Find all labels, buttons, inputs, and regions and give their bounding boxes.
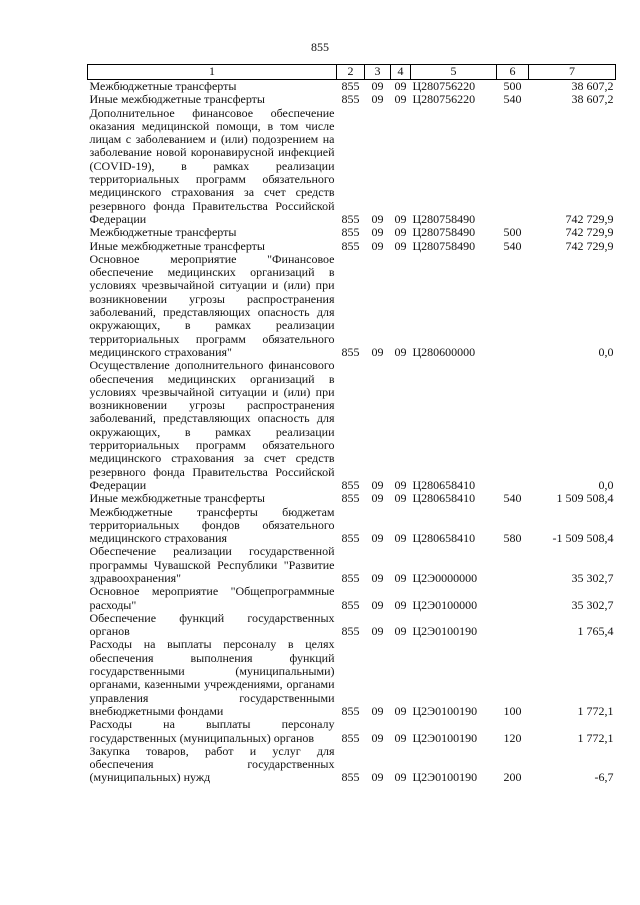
target-article: Ц280658410	[412, 531, 476, 546]
table-row	[88, 492, 616, 505]
item-name: Межбюджетные трансферты бюджетам территориальных фондов обязательного медицинского страхования	[89, 504, 335, 546]
target-article: Ц2Э0100190	[412, 770, 478, 785]
item-name: Закупка товаров, работ и услуг для обеспечения государственных (муниципальных) нужд	[89, 743, 335, 785]
target-article: Ц280658410	[412, 477, 476, 492]
grbs-code: 855	[341, 491, 360, 506]
amount-value: 35 302,7	[571, 597, 614, 612]
page-number: 855	[311, 40, 329, 54]
target-article: Ц2Э0100190	[412, 730, 478, 745]
grbs-code: 855	[341, 79, 360, 93]
expense-type: 200	[503, 770, 522, 785]
section-code: 09	[371, 238, 384, 253]
target-article: Ц280758490	[412, 211, 476, 226]
amount-value: 742 729,9	[565, 211, 614, 226]
subsection-code: 09	[394, 225, 407, 240]
grbs-code: 855	[341, 225, 360, 240]
table-row	[88, 240, 616, 253]
amount-value: 0,0	[598, 477, 614, 492]
item-name: Обеспечение реализации государственной программы Чувашской Республики "Развитие здравоохранения"	[89, 544, 335, 585]
item-name: Межбюджетные трансферты	[89, 225, 237, 240]
amount-value: 38 607,2	[571, 92, 614, 107]
expense-type	[497, 107, 529, 227]
target-article: Ц280756220	[412, 79, 476, 93]
subsection-code: 09	[394, 211, 407, 226]
item-name: Расходы на выплаты персоналу государственных (муниципальных) органов	[89, 717, 335, 745]
table-row	[88, 718, 616, 745]
grbs-code: 855	[341, 531, 360, 546]
target-article: Ц2Э0100190	[412, 703, 478, 718]
grbs-code: 855	[341, 238, 360, 253]
item-name: Осуществление дополнительного финансового обеспечения медицинских организаций в условиях чрезвычайной ситуации и (или) при возникновении угрозы распространения заболеваний, представляющих опасность для окружающих, в рамках реализации территориальных программ обязательного медицинского страхования за счет средств резервного фонда Правительства Российской Федерации	[89, 358, 335, 492]
subsection-code: 09	[394, 531, 407, 546]
amount-value: 1 772,1	[577, 730, 614, 745]
table-row	[88, 585, 616, 612]
subsection-code: 09	[394, 79, 407, 93]
subsection-code: 09	[394, 238, 407, 253]
grbs-code: 855	[341, 570, 360, 585]
subsection-code: 09	[394, 491, 407, 506]
column-header: 3	[365, 65, 391, 80]
subsection-code: 09	[394, 730, 407, 745]
subsection-code: 09	[394, 770, 407, 785]
expense-type	[497, 359, 529, 492]
expense-type: 500	[503, 79, 522, 93]
column-header: 4	[391, 65, 411, 80]
grbs-code: 855	[341, 211, 360, 226]
section-code: 09	[371, 477, 384, 492]
section-code: 09	[371, 703, 384, 718]
amount-value: 1 772,1	[577, 703, 614, 718]
column-header: 1	[88, 65, 337, 80]
expense-type	[497, 253, 529, 359]
table-row	[88, 253, 616, 359]
subsection-code: 09	[394, 477, 407, 492]
header-row	[88, 65, 616, 80]
item-name: Основное мероприятие "Общепрограммные расходы"	[89, 584, 335, 612]
expense-type: 100	[503, 703, 522, 718]
grbs-code: 855	[341, 730, 360, 745]
target-article: Ц2Э0100000	[412, 597, 478, 612]
table-row	[88, 612, 616, 639]
column-header: 2	[337, 65, 365, 80]
item-name: Расходы на выплаты персоналу в целях обеспечения выполнения функций государственными (муниципальными) органами, казенными учреждениями, органами управления государственными внебюджетными фондами	[89, 637, 335, 718]
item-name: Основное мероприятие "Финансовое обеспечение медицинских организаций в условиях чрезвычайной ситуации и (или) при возникновении угрозы распространения заболеваний, представляющих опасность для окружающих, в рамках реализации территориальных программ обязательного медицинского страхования"	[89, 251, 335, 359]
target-article: Ц280658410	[412, 491, 476, 506]
section-code: 09	[371, 92, 384, 107]
section-code: 09	[371, 79, 384, 93]
amount-value: 1 765,4	[577, 624, 614, 639]
expense-type: 120	[503, 730, 522, 745]
grbs-code: 855	[341, 92, 360, 107]
column-header: 6	[497, 65, 529, 80]
grbs-code: 855	[341, 344, 360, 359]
section-code: 09	[371, 225, 384, 240]
section-code: 09	[371, 624, 384, 639]
table-row	[88, 107, 616, 227]
amount-value: 35 302,7	[571, 570, 614, 585]
expense-type	[497, 612, 529, 639]
table-row	[88, 745, 616, 785]
table-row	[88, 80, 616, 94]
target-article: Ц280600000	[412, 344, 476, 359]
table-row	[88, 93, 616, 106]
item-name: Межбюджетные трансферты	[89, 79, 237, 93]
grbs-code: 855	[341, 477, 360, 492]
column-header: 5	[411, 65, 497, 80]
column-header: 7	[529, 65, 616, 80]
target-article: Ц2Э0100190	[412, 624, 478, 639]
section-code: 09	[371, 570, 384, 585]
subsection-code: 09	[394, 570, 407, 585]
section-code: 09	[371, 344, 384, 359]
budget-table	[87, 64, 616, 785]
subsection-code: 09	[394, 703, 407, 718]
expense-type: 540	[503, 491, 522, 506]
section-code: 09	[371, 770, 384, 785]
table-row	[88, 226, 616, 239]
section-code: 09	[371, 531, 384, 546]
target-article: Ц280758490	[412, 225, 476, 240]
expense-type	[497, 585, 529, 612]
amount-value: 742 729,9	[565, 225, 614, 240]
item-name: Дополнительное финансовое обеспечение оказания медицинской помощи, в том числе лицам с заболеванием и (или) подозрением на заболевание новой коронавирусной инфекцией (COVID-19), в рамках реализации территориальных программ обязательного медицинского страхования за счет средств резервного фонда Правительства Российской Федерации	[89, 105, 335, 226]
table-body	[88, 80, 616, 785]
item-name: Обеспечение функций государственных органов	[89, 610, 335, 639]
expense-type: 540	[503, 92, 522, 107]
expense-type: 500	[503, 225, 522, 240]
item-name: Иные межбюджетные трансферты	[89, 491, 265, 506]
subsection-code: 09	[394, 92, 407, 107]
amount-value: -6,7	[594, 770, 614, 785]
section-code: 09	[371, 491, 384, 506]
expense-type	[497, 545, 529, 585]
amount-value: -1 509 508,4	[552, 531, 614, 546]
target-article: Ц2Э0000000	[412, 570, 478, 585]
target-article: Ц280756220	[412, 92, 476, 107]
grbs-code: 855	[341, 703, 360, 718]
amount-value: 38 607,2	[571, 79, 614, 93]
amount-value: 742 729,9	[565, 238, 614, 253]
amount-value: 1 509 508,4	[556, 491, 614, 506]
section-code: 09	[371, 597, 384, 612]
section-code: 09	[371, 211, 384, 226]
subsection-code: 09	[394, 344, 407, 359]
section-code: 09	[371, 730, 384, 745]
table-row	[88, 506, 616, 546]
expense-type: 540	[503, 238, 522, 253]
amount-value: 0,0	[598, 344, 614, 359]
expense-type: 580	[503, 531, 522, 546]
subsection-code: 09	[394, 597, 407, 612]
table-row	[88, 359, 616, 492]
subsection-code: 09	[394, 624, 407, 639]
item-name: Иные межбюджетные трансферты	[89, 238, 265, 253]
table-row	[88, 638, 616, 718]
item-name: Иные межбюджетные трансферты	[89, 92, 265, 107]
table-row	[88, 545, 616, 585]
grbs-code: 855	[341, 770, 360, 785]
grbs-code: 855	[341, 597, 360, 612]
grbs-code: 855	[341, 624, 360, 639]
target-article: Ц280758490	[412, 238, 476, 253]
